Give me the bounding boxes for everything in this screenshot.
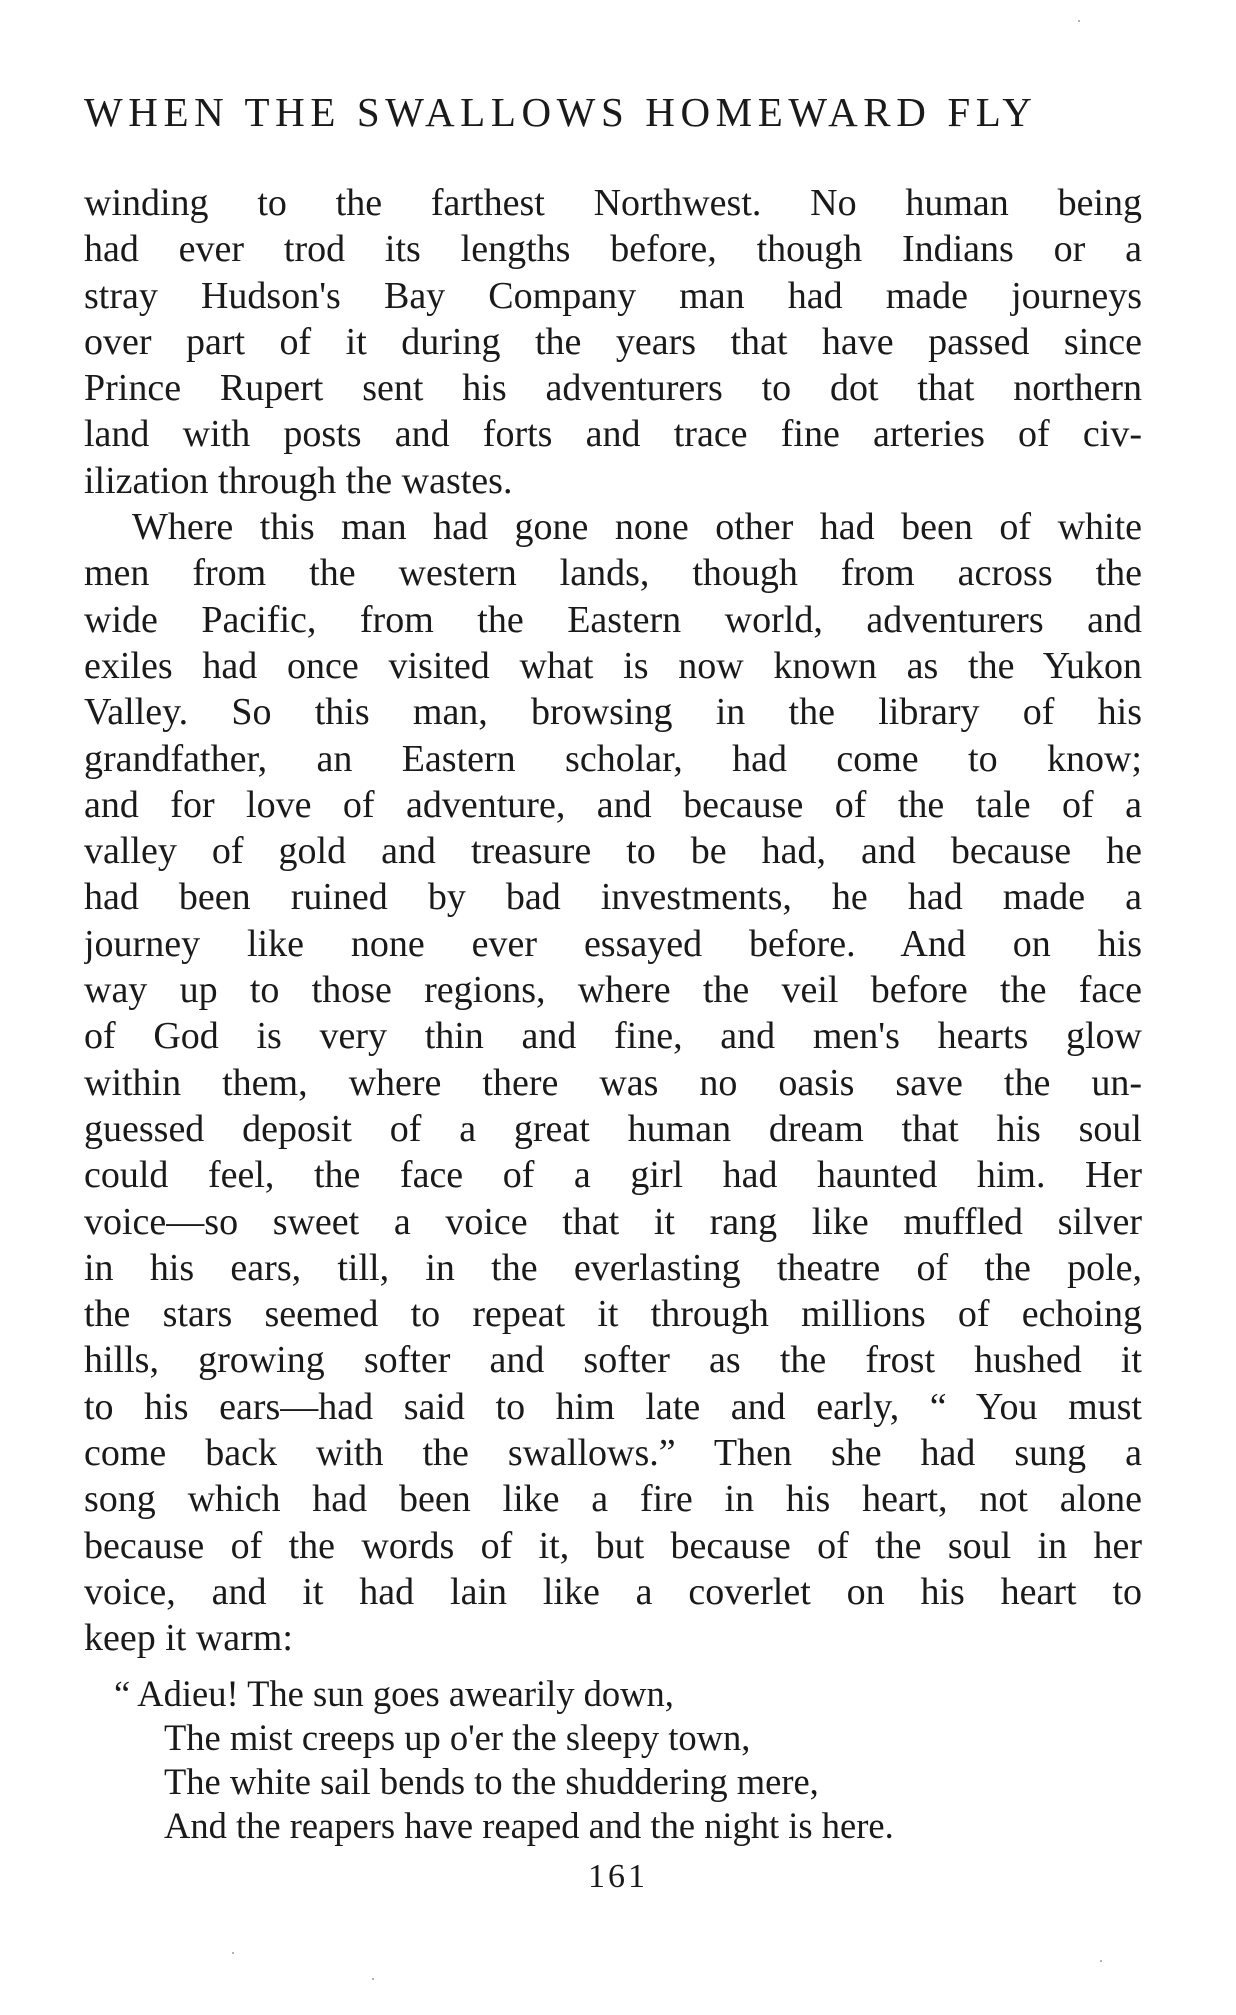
text-line: come back with the swallows.” Then she had sung a [84, 1432, 1142, 1475]
text-line: Valley. So this man, browsing in the library of his [84, 691, 1142, 734]
verse-quotation [114, 1672, 1114, 1848]
verse-line: The white sail bends to the shuddering mere, [164, 1761, 819, 1802]
text-line: to his ears—had said to him late and early, “ You must [84, 1385, 1142, 1428]
text-line: because of the words of it, but because of the soul in her [84, 1524, 1142, 1567]
text-line: grandfather, an Eastern scholar, had come to know; [84, 737, 1142, 780]
text-line: within them, where there was no oasis save the un- [84, 1061, 1142, 1104]
text-line: way up to those regions, where the veil before the face [84, 969, 1142, 1012]
text-line: over part of it during the years that have passed since [84, 320, 1142, 363]
verse-line: The mist creeps up o'er the sleepy town, [164, 1717, 751, 1758]
text-line: had ever trod its lengths before, though Indians or a [84, 228, 1142, 271]
paper-speck [372, 1978, 374, 1980]
text-line: voice—so sweet a voice that it rang like muffled silver [84, 1200, 1142, 1243]
paper-speck [1100, 1960, 1102, 1962]
text-line: Where this man had gone none other had been of white [132, 506, 1142, 549]
text-line: the stars seemed to repeat it through millions of echoing [84, 1293, 1142, 1336]
text-line: men from the western lands, though from across the [84, 552, 1142, 595]
text-line: had been ruined by bad investments, he had made a [84, 876, 1142, 919]
running-head: WHEN THE SWALLOWS HOMEWARD FLY [84, 89, 1038, 135]
text-line: guessed deposit of a great human dream that his soul [84, 1107, 1142, 1150]
text-line: wide Pacific, from the Eastern world, adventurers and [84, 598, 1142, 641]
paper-speck [1078, 20, 1080, 22]
text-line: journey like none ever essayed before. And on his [84, 922, 1142, 965]
text-line: Prince Rupert sent his adventurers to dot that northern [84, 367, 1142, 410]
text-line: in his ears, till, in the everlasting theatre of the pole, [84, 1246, 1142, 1289]
verse-line: And the reapers have reaped and the night is here. [164, 1805, 894, 1846]
text-line: land with posts and forts and trace fine arteries of civ- [84, 413, 1142, 456]
text-line: and for love of adventure, and because of the tale of a [84, 783, 1142, 826]
verse-line: “ Adieu! The sun goes awearily down, [114, 1673, 674, 1714]
text-line: could feel, the face of a girl had haunted him. Her [84, 1154, 1142, 1197]
text-line: keep it warm: [84, 1617, 293, 1660]
text-line: voice, and it had lain like a coverlet on his heart to [84, 1570, 1142, 1613]
page-number: 161 [588, 1858, 648, 1895]
text-line: hills, growing softer and softer as the frost hushed it [84, 1339, 1142, 1382]
text-line: winding to the farthest Northwest. No human being [84, 182, 1142, 224]
text-line: of God is very thin and fine, and men's hearts glow [84, 1015, 1142, 1058]
text-line: song which had been like a fire in his heart, not alone [84, 1478, 1142, 1521]
text-line: ilization through the wastes. [84, 459, 513, 502]
text-line: valley of gold and treasure to be had, and because he [84, 830, 1142, 873]
body-text [84, 180, 1142, 1662]
paper-speck [232, 1952, 234, 1954]
text-line: exiles had once visited what is now known as the Yukon [84, 644, 1142, 687]
text-line: stray Hudson's Bay Company man had made journeys [84, 274, 1142, 317]
